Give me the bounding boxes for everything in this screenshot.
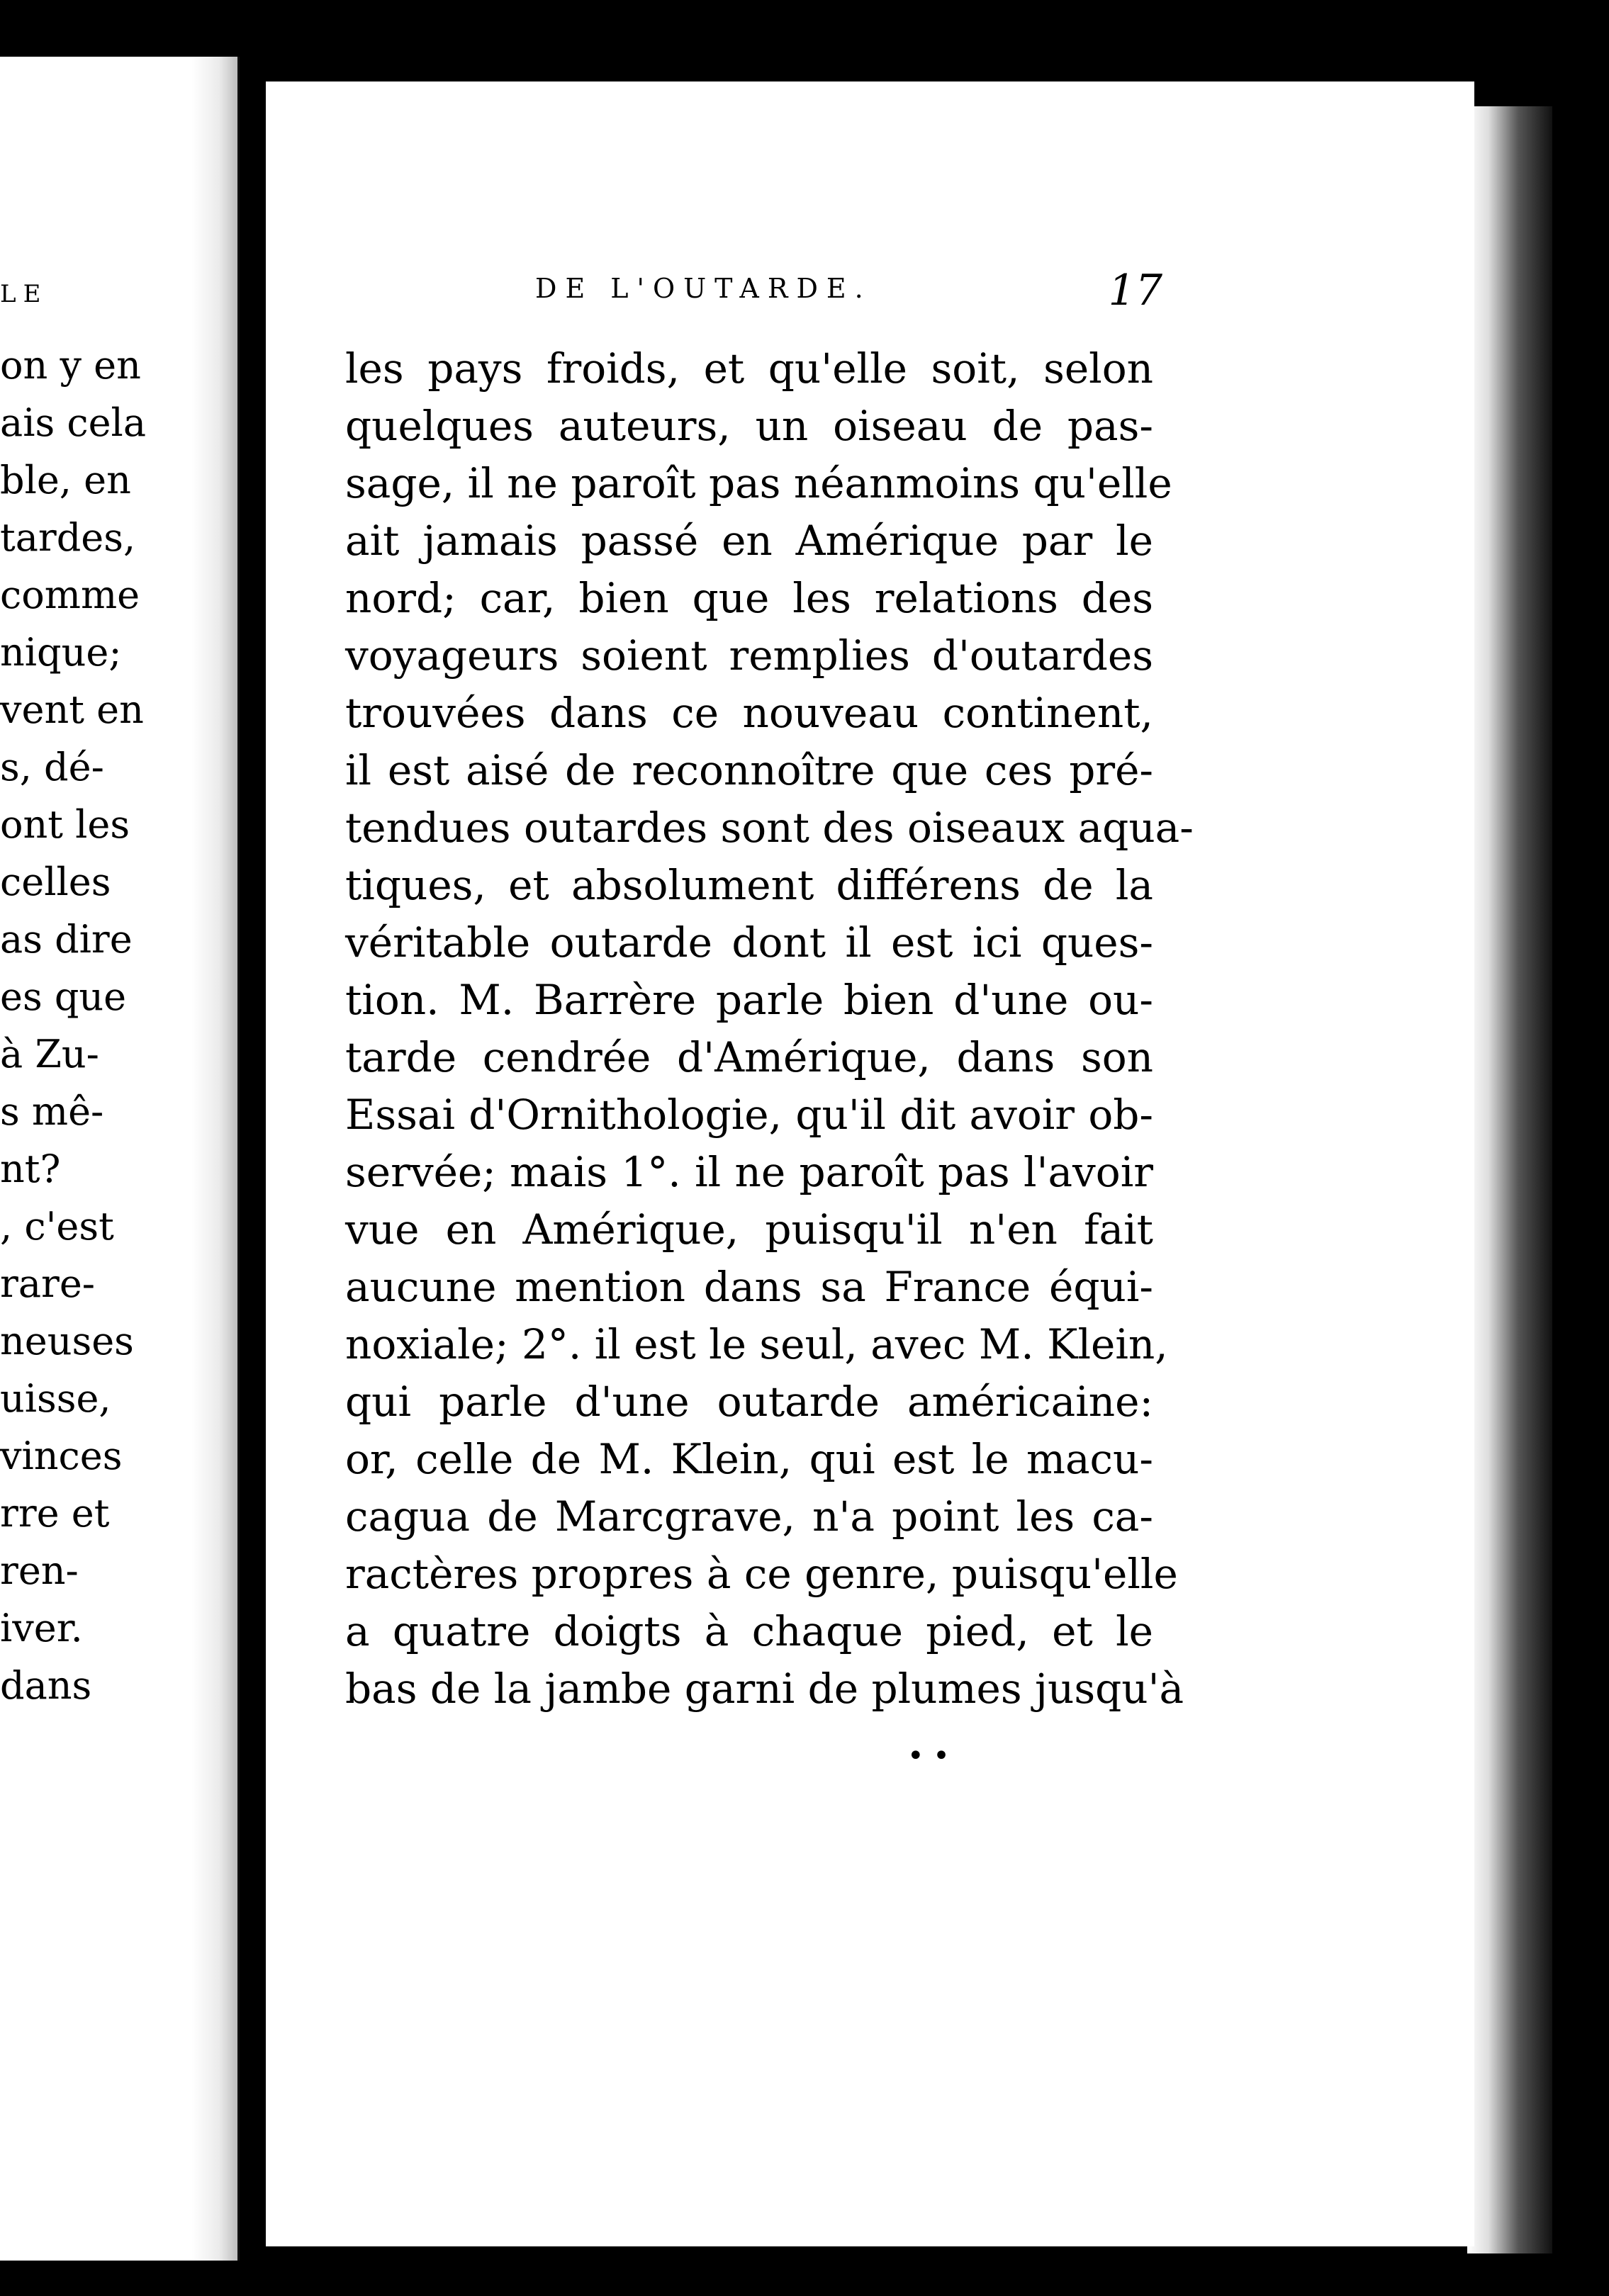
left-line: ais cela [0, 400, 147, 445]
left-line: uisse, [0, 1376, 111, 1421]
left-line: tardes, [0, 515, 136, 560]
left-line: es que [0, 974, 127, 1019]
text-line: bas de la jambe garni de plumes jusqu'à [345, 1665, 1184, 1713]
left-line: comme [0, 573, 140, 617]
left-line: s mê- [0, 1089, 104, 1134]
left-line: vent en [0, 687, 144, 732]
text-line: voyageurs soient remplies d'outardes [345, 631, 1153, 680]
left-line: as dire [0, 917, 133, 962]
text-line: ractères propres à ce genre, puisqu'elle [345, 1550, 1178, 1598]
left-line: on y en [0, 343, 141, 388]
text-line: véritable outarde dont il est ici ques- [345, 918, 1153, 967]
left-line: nt? [0, 1147, 61, 1191]
text-line: tiques, et absolument différens de la [345, 861, 1153, 909]
left-line: vinces [0, 1434, 123, 1478]
left-running-head: LE [0, 280, 48, 308]
text-line: ait jamais passé en Amérique par le [345, 517, 1153, 565]
text-line: tarde cendrée d'Amérique, dans son [345, 1033, 1153, 1081]
text-line: les pays froids, et qu'elle soit, selon [345, 344, 1153, 393]
left-line: ble, en [0, 458, 131, 502]
left-line: , c'est [0, 1204, 114, 1249]
gutter-shadow [191, 57, 237, 2261]
text-line: quelques auteurs, un oiseau de pas- [345, 402, 1153, 450]
text-line: il est aisé de reconnoître que ces pré- [345, 746, 1153, 794]
left-line: s, dé- [0, 745, 104, 789]
left-line: ont les [0, 802, 130, 847]
left-line: rre et [0, 1491, 110, 1536]
text-line: nord; car, bien que les relations des [345, 574, 1153, 622]
page-header [535, 266, 1162, 322]
left-line: ren- [0, 1548, 79, 1593]
page-body-text [345, 340, 1194, 1718]
left-page-text [0, 337, 177, 1714]
text-line: tion. M. Barrère parle bien d'une ou- [345, 976, 1153, 1024]
left-facing-page [0, 57, 240, 2261]
text-line: Essai d'Ornithologie, qu'il dit avoir ob- [345, 1091, 1153, 1139]
text-line: a quatre doigts à chaque pied, et le [345, 1607, 1153, 1655]
text-line: cagua de Marcgrave, n'a point les ca- [345, 1492, 1153, 1541]
left-line: dans [0, 1663, 92, 1708]
text-line: aucune mention dans sa France équi- [345, 1263, 1153, 1311]
left-line: neuses [0, 1319, 134, 1363]
running-head: DE L'OUTARDE. [535, 273, 872, 304]
left-line: rare- [0, 1261, 96, 1306]
page-edge-shadow [1467, 106, 1552, 2253]
text-line: qui parle d'une outarde américaine: [345, 1378, 1153, 1426]
left-line: nique; [0, 630, 122, 675]
text-line: servée; mais 1°. il ne paroît pas l'avoir [345, 1148, 1153, 1196]
left-line: iver. [0, 1606, 83, 1650]
text-line: vue en Amérique, puisqu'il n'en fait [345, 1205, 1153, 1254]
left-line: à Zu- [0, 1032, 99, 1076]
text-line: noxiale; 2°. il est le seul, avec M. Klein, [345, 1320, 1168, 1368]
text-line: trouvées dans ce nouveau continent, [345, 689, 1153, 737]
text-line: sage, il ne paroît pas néanmoins qu'elle [345, 459, 1172, 507]
text-line: or, celle de M. Klein, qui est le macu- [345, 1435, 1153, 1483]
catchword: • • [907, 1740, 950, 1772]
left-line: celles [0, 860, 111, 904]
text-line: tendues outardes sont des oiseaux aqua- [345, 804, 1194, 852]
page-number: 17 [1108, 266, 1162, 315]
